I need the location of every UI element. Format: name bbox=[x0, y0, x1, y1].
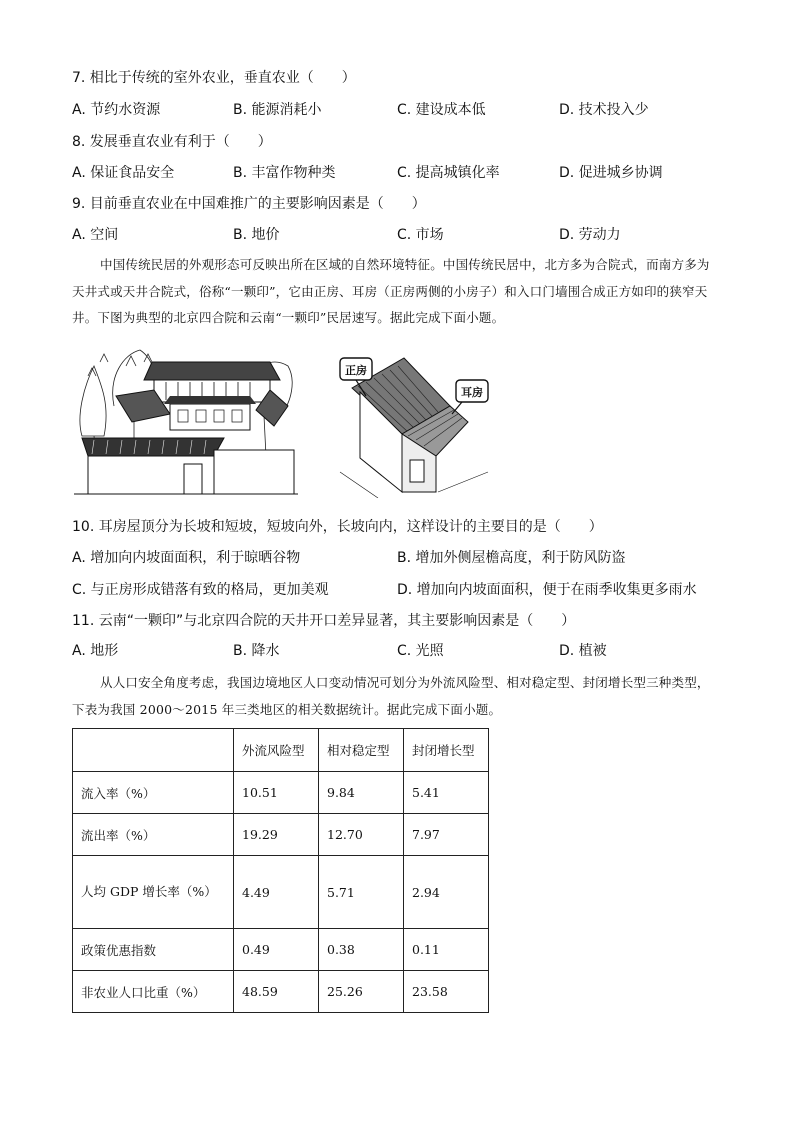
table-cell: 非农业人口比重（%） bbox=[73, 971, 234, 1013]
table-cell: 25.26 bbox=[319, 971, 404, 1013]
q7-option-d: D. 技术投入少 bbox=[559, 102, 649, 118]
table-cell: 10.51 bbox=[234, 772, 319, 814]
q10-option-d: D. 增加向内坡面面积，便于在雨季收集更多雨水 bbox=[397, 582, 697, 598]
table-cell: 0.49 bbox=[234, 929, 319, 971]
table-cell: 人均 GDP 增长率（%） bbox=[73, 856, 234, 929]
table-header-cell: 相对稳定型 bbox=[319, 729, 404, 772]
q10-option-b: B. 增加外侧屋檐高度，利于防风防盗 bbox=[397, 550, 626, 566]
q11-option-b: B. 降水 bbox=[233, 643, 280, 659]
question-11-stem: 11. 云南“一颗印”与北京四合院的天井开口差异显著，其主要影响因素是（ ） bbox=[72, 613, 576, 629]
q10-option-a: A. 增加向内坡面面积，利于晾晒谷物 bbox=[72, 550, 301, 566]
siheyuan-sketch bbox=[74, 346, 298, 498]
question-7-stem: 7. 相比于传统的室外农业，垂直农业（ ） bbox=[72, 70, 356, 86]
table-cell: 0.11 bbox=[404, 929, 489, 971]
table-cell: 2.94 bbox=[404, 856, 489, 929]
question-9-stem: 9. 目前垂直农业在中国难推广的主要影响因素是（ ） bbox=[72, 196, 426, 212]
q9-option-c: C. 市场 bbox=[397, 227, 444, 243]
population-table bbox=[72, 728, 489, 1013]
q8-option-b: B. 丰富作物种类 bbox=[233, 165, 336, 181]
table-row bbox=[73, 929, 489, 971]
table-cell: 48.59 bbox=[234, 971, 319, 1013]
table-row bbox=[73, 856, 489, 929]
table-header-row bbox=[73, 729, 489, 772]
q10-option-c: C. 与正房形成错落有致的格局，更加美观 bbox=[72, 582, 329, 598]
q8-option-c: C. 提高城镇化率 bbox=[397, 165, 500, 181]
question-8-stem: 8. 发展垂直农业有利于（ ） bbox=[72, 134, 272, 150]
passage-residences: 中国传统民居的外观形态可反映出所在区域的自然环境特征。中国传统民居中，北方多为合院式，而南方多为天井式或天井合院式，俗称“一颗印”，它由正房、耳房（正房两侧的小房子）和入口门墙围合成正方如印的狭窄天井。下图为典型的北京四合院和云南“一颗印”民居速写。据此完成下面小题。 bbox=[72, 257, 710, 325]
table-cell: 5.41 bbox=[404, 772, 489, 814]
q7-option-a: A. 节约水资源 bbox=[72, 102, 161, 118]
table-cell: 4.49 bbox=[234, 856, 319, 929]
table-header-cell bbox=[73, 729, 234, 772]
q11-option-d: D. 植被 bbox=[559, 643, 607, 659]
table-cell: 流入率（%） bbox=[73, 772, 234, 814]
question-10-stem: 10. 耳房屋顶分为长坡和短坡，短坡向外，长坡向内，这样设计的主要目的是（ ） bbox=[72, 519, 603, 535]
passage-population: 从人口安全角度考虑，我国边境地区人口变动情况可划分为外流风险型、相对稳定型、封闭增长型三种类型，下表为我国 2000～2015 年三类地区的相关数据统计。据此完成下面小题。 bbox=[72, 675, 710, 717]
q8-option-d: D. 促进城乡协调 bbox=[559, 165, 663, 181]
q11-option-c: C. 光照 bbox=[397, 643, 444, 659]
table-row bbox=[73, 772, 489, 814]
table-cell: 5.71 bbox=[319, 856, 404, 929]
table-cell: 政策优惠指数 bbox=[73, 929, 234, 971]
q7-option-b: B. 能源消耗小 bbox=[233, 102, 322, 118]
q11-option-a: A. 地形 bbox=[72, 643, 119, 659]
table-cell: 流出率（%） bbox=[73, 814, 234, 856]
table-cell: 0.38 bbox=[319, 929, 404, 971]
table-cell: 9.84 bbox=[319, 772, 404, 814]
q9-option-a: A. 空间 bbox=[72, 227, 119, 243]
table-header-cell: 封闭增长型 bbox=[404, 729, 489, 772]
table-cell: 19.29 bbox=[234, 814, 319, 856]
side-house-label: 耳房 bbox=[461, 387, 483, 399]
table-row bbox=[73, 971, 489, 1013]
table-row bbox=[73, 814, 489, 856]
q9-option-b: B. 地价 bbox=[233, 227, 280, 243]
table-header-cell: 外流风险型 bbox=[234, 729, 319, 772]
table-cell: 12.70 bbox=[319, 814, 404, 856]
q9-option-d: D. 劳动力 bbox=[559, 227, 621, 243]
yikeyin-sketch bbox=[338, 352, 498, 498]
q8-option-a: A. 保证食品安全 bbox=[72, 165, 175, 181]
table-cell: 7.97 bbox=[404, 814, 489, 856]
main-house-label: 正房 bbox=[345, 365, 367, 377]
table-cell: 23.58 bbox=[404, 971, 489, 1013]
q7-option-c: C. 建设成本低 bbox=[397, 102, 486, 118]
